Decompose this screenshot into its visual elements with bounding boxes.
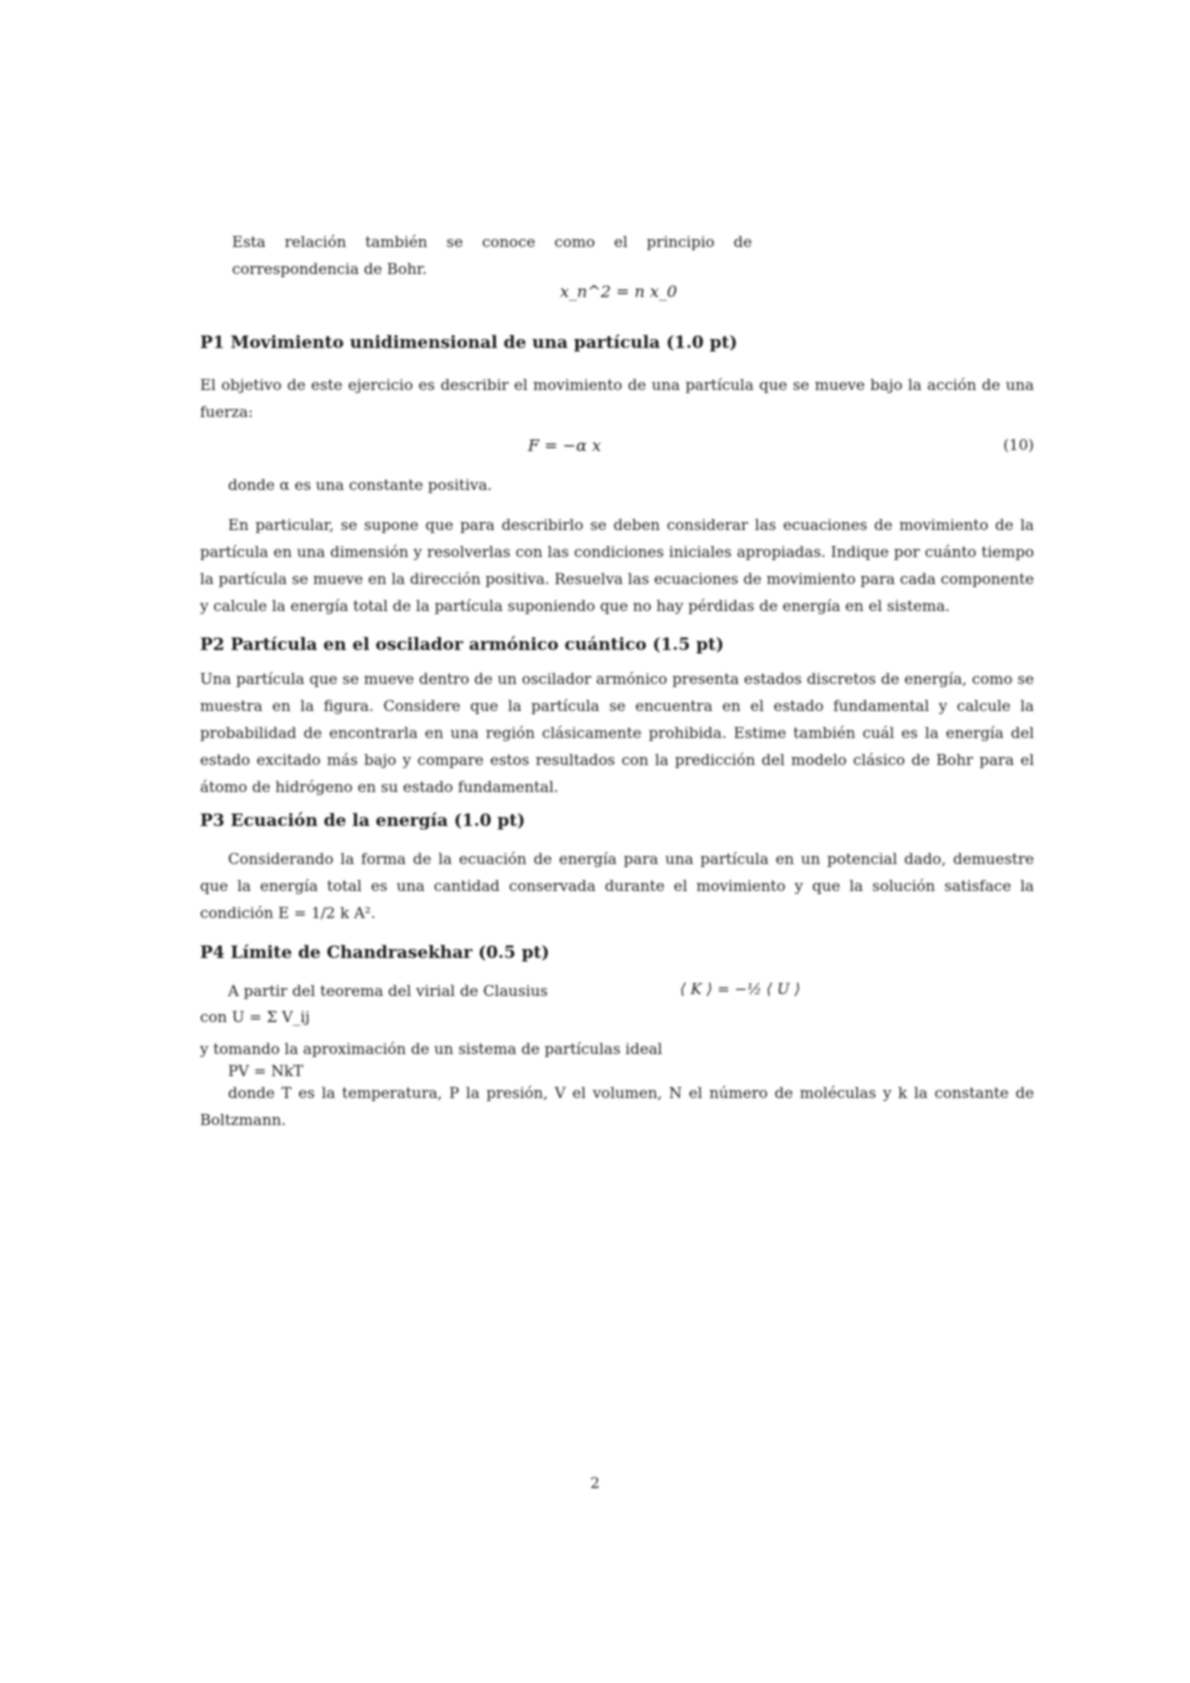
page-number: 2 (590, 1474, 600, 1492)
paragraph: Una partícula que se mueve dentro de un oscilador armónico presenta estados discretos de energía, como se muestra en la figura. Considere que la partícula se encuentra en el estado fundamental y calcule la probabilidad de encontrarla en una región clásicamente prohibida. Estime también cuál es la energía del estado excitado más bajo y compare estos resultados con la predicción del modelo clásico de Bohr para el átomo de hidrógeno en su estado fundamental. (200, 670, 1034, 796)
equation-number: (10) (1003, 436, 1034, 454)
paragraph: El objetivo de este ejercicio es describir el movimiento de una partícula que se mueve bajo la acción de una fuerza: (200, 376, 1034, 421)
equation-note: donde α es una constante positiva. (228, 476, 493, 494)
paragraph: donde T es la temperatura, P la presión, V el volumen, N el número de moléculas y k la constante de Boltzmann. (200, 1084, 1034, 1129)
equation-line: PV = NkT (228, 1062, 304, 1080)
paragraph: En particular, se supone que para describirlo se deben considerar las ecuaciones de movimiento de la partícula en una dimensión y resolverlas con las condiciones iniciales apropiadas. Indique por cuánto tiempo la partícula se mueve en la dirección positiva. Resuelva las ecuaciones de movimiento para cada componente y calcule la energía total de la partícula suponiendo que no hay pérdidas de energía en el sistema. (200, 516, 1034, 615)
intro-sentence: Esta relación también se conoce como el principio de correspondencia de Bohr. (232, 233, 752, 278)
intro-equation: x_n^2 = n x_0 (560, 282, 678, 301)
section-heading: P3 Ecuación de la energía (1.0 pt) (200, 811, 526, 831)
paragraph: A partir del teorema del virial de Clausius (228, 982, 548, 1000)
paragraph: y tomando la aproximación de un sistema de partículas ideal (200, 1040, 663, 1058)
section-equation: ⟨ K ⟩ = −½ ⟨ U ⟩ (680, 980, 801, 998)
equation-line: con U = Σ V_ij (200, 1008, 310, 1026)
section-heading: P2 Partícula en el oscilador armónico cuántico (1.5 pt) (200, 635, 724, 655)
section-heading: P4 Límite de Chandrasekhar (0.5 pt) (200, 943, 550, 963)
section-heading: P1 Movimiento unidimensional de una partícula (1.0 pt) (200, 333, 738, 353)
section-equation: F = −α x (528, 436, 601, 455)
paragraph: Considerando la forma de la ecuación de energía para una partícula en un potencial dado, demuestre que la energía total es una cantidad conservada durante el movimiento y que la solución satisface la condición E = 1/2 k A². (200, 850, 1034, 922)
